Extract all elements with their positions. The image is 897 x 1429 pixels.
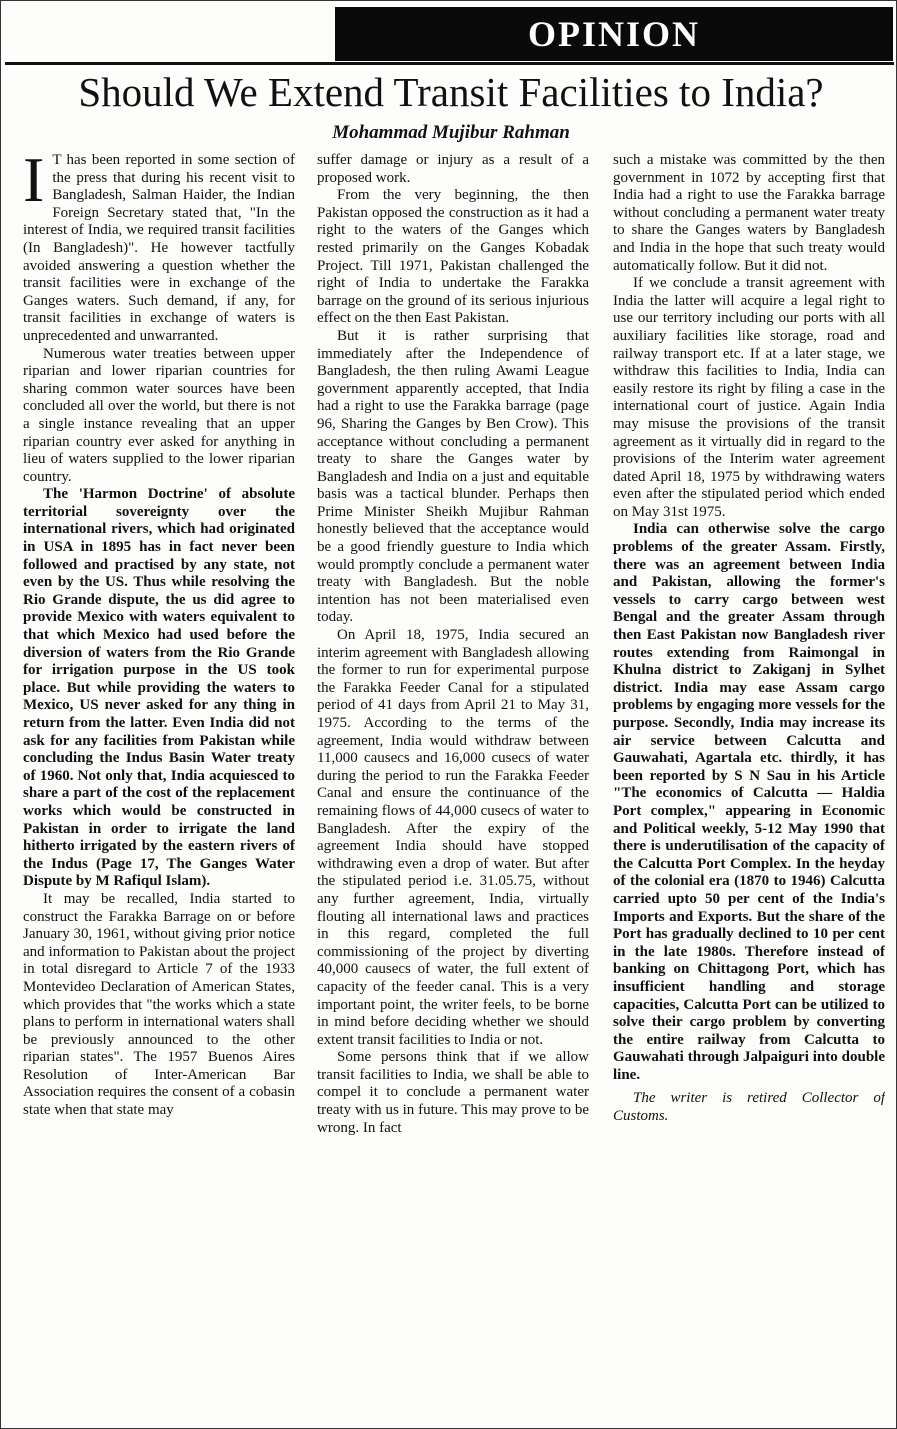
byline: Mohammad Mujibur Rahman [332, 122, 570, 143]
paragraph: suffer damage or injury as a result of a proposed work. [317, 152, 589, 186]
paragraph: From the very beginning, the then Pakistan opposed the construction as it had a right to the waters of the Ganges which rested primarily on the Ganges Kobadak Project. Till 1971, Pakistan challenged the right of India to undertake the Farakka barrage on the ground of its serious injurious effect on the then East Pakistan. [317, 187, 589, 327]
paragraph: Numerous water treaties between upper riparian and lower riparian countries for sharing common water sources have been concluded all over the world, but there is not a single instance revealing that an upper riparian country ever asked for anything in lieu of waters supplied to the lower riparian country. [23, 345, 295, 485]
paragraph: It may be recalled, India started to construct the Farakka Barrage on or before January 30, 1961, without giving prior notice and information to Pakistan about the project in total disregard to Article 7 of the 1933 Montevideo Declaration of American States, which provides that "the works which a state plans to perform in international waters shall be previously announced to the other riparian states". The 1957 Buenos Aires Resolution of Inter-American Bar Association requires the consent of a cobasin state when that state may [23, 890, 295, 1119]
article-column-3 [613, 152, 885, 1418]
section-banner: OPINION [335, 7, 893, 61]
paragraph: India can otherwise solve the cargo problems of the greater Assam. Firstly, there was an agreement between India and Pakistan, allowing the former's vessels to carry cargo between west Bengal and the greater Assam through then East Pakistan now Bangladesh river routes extending from Raimongal in Khulna district to Zakiganj in Sylhet district. India may ease Assam cargo problems by engaging more vessels for the purpose. Secondly, India may increase its air service between Calcutta and Gauwahati, Agartala etc. thirdly, it has been reported by S N Sau in his Article "The economics of Calcutta — Haldia Port complex," appearing in Economic and Political weekly, 5-12 May 1990 that there is underutilisation of the capacity of the Calcutta Port Complex. In the heyday of the colonial era (1870 to 1946) Calcutta carried upto 50 per cent of the India's Imports and Exports. But the share of the Port has gradually declined to 10 per cent in the late 1980s. Therefore instead of banking on Chittagong Port, which has insufficient handling and storage capacities, Calcutta Port can be utilized to solve their cargo problem by converting the entire railway from Calcutta to Gauwahati through Jalpaiguri into double line. [613, 521, 885, 1083]
paragraph: On April 18, 1975, India secured an interim agreement with Bangladesh allowing the former to run for experimental purpose the Farakka Feeder Canal for a stipulated period of 41 days from April 21 to May 31, 1975. According to the terms of the agreement, India would withdraw between 11,000 causecs and 16,000 cusecs of water during the period to run the Farakka Feeder Canal and ensure the continuance of the remaining flows of 44,000 cusecs of water to Bangladesh. After the expiry of the agreement India should have stopped withdrawing even a drop of water. But after the stipulated period i.e. 31.05.75, without any further agreement, India, virtually flouting all international laws and practices in this regard, completed the full commissioning of the project by diverting 40,000 causecs of water, the full extent of capacity of the feeder canal. This is a very important point, the writer feels, to be borne in mind before deciding whether we should extent transit facilities to India or not. [317, 627, 589, 1048]
paragraph: If we conclude a transit agreement with India the latter will acquire a legal right to use our territory including our ports with all auxiliary facilities like storage, road and railway transport etc. If at a later stage, we withdraw this facilities to India, India can easily restore its right by filing a case in the international court of justice. Again India may misuse the provisions of the transit agreement as it virtually did in regard to the provisions of the Interim water agreement dated April 18, 1975 by withdrawing waters even after the stipulated period which ended on May 31st 1975. [613, 275, 885, 520]
paragraph: Some persons think that if we allow transit facilities to India, we shall be able to compel it to conclude a permanent water treaty with us in future. This may prove to be wrong. In fact [317, 1049, 589, 1136]
article-column-2 [317, 152, 589, 1418]
drop-cap: I [23, 152, 45, 215]
paragraph: But it is rather surprising that immediately after the Independence of Bangladesh, the then ruling Awami League government apparently accepted, that India had a right to use the Farakka barrage (page 96, Sharing the Ganges by Ben Crow). This acceptance without concluding a permanent treaty to share the Ganges water by Bangladesh and India on a just and equitable basis was a tactical blunder. Perhaps then Prime Minister Sheikh Mujibur Rahman honestly believed that the acceptance would be a good friendly guesture to India which would promptly conclude a permanent water treaty with Bangladesh. But the noble intention has not been materialised even today. [317, 327, 589, 626]
paragraph: such a mistake was committed by the then government in 1072 by accepting first that India had a right to use the Farakka barrage without concluding a permanent water treaty to share the Ganges waters by Bangladesh and India in the hope that such treaty would automatically follow. But it did not. [613, 152, 885, 274]
paragraph: The 'Harmon Doctrine' of absolute territorial sovereignty over the international rivers, which had originated in USA in 1895 has in fact never been followed and practised by any state, not even by the US. Thus while resolving the Rio Grande dispute, the us did agree to provide Mexico with waters equivalent to that which Mexico had used before the diversion of waters from the Rio Grande for irrigation purpose in the US took place. But while providing the waters to Mexico, US never asked for any thing in return from the latter. Even India did not ask for any facilities from Pakistan while concluding the Indus Basin Water treaty of 1960. Not only that, India acquiesced to share a part of the cost of the replacement works which would be constructed in Pakistan in order to irrigate the land hitherto irrigated by the eastern rivers of the Indus (Page 17, The Ganges Water Dispute by M Rafiqul Islam). [23, 486, 295, 890]
author-note: The writer is retired Collector of Customs. [613, 1090, 885, 1125]
paragraph-text: T has been reported in some section of the press that during his recent visit to Bangladesh, Salman Haider, the Indian Foreign Secretary stated that, "In the interest of India, we required transit facilities (In Bangladesh)". He however tactfully avoided answering a question whether the transit facilities were in exchange of the Ganges waters. Such demand, if any, for transit facilities in exchange of waters is unprecedented and unwarranted. [23, 152, 295, 344]
paragraph [23, 152, 295, 346]
headline: Should We Extend Transit Facilities to India? [78, 69, 824, 115]
article-column-1 [23, 152, 295, 1418]
